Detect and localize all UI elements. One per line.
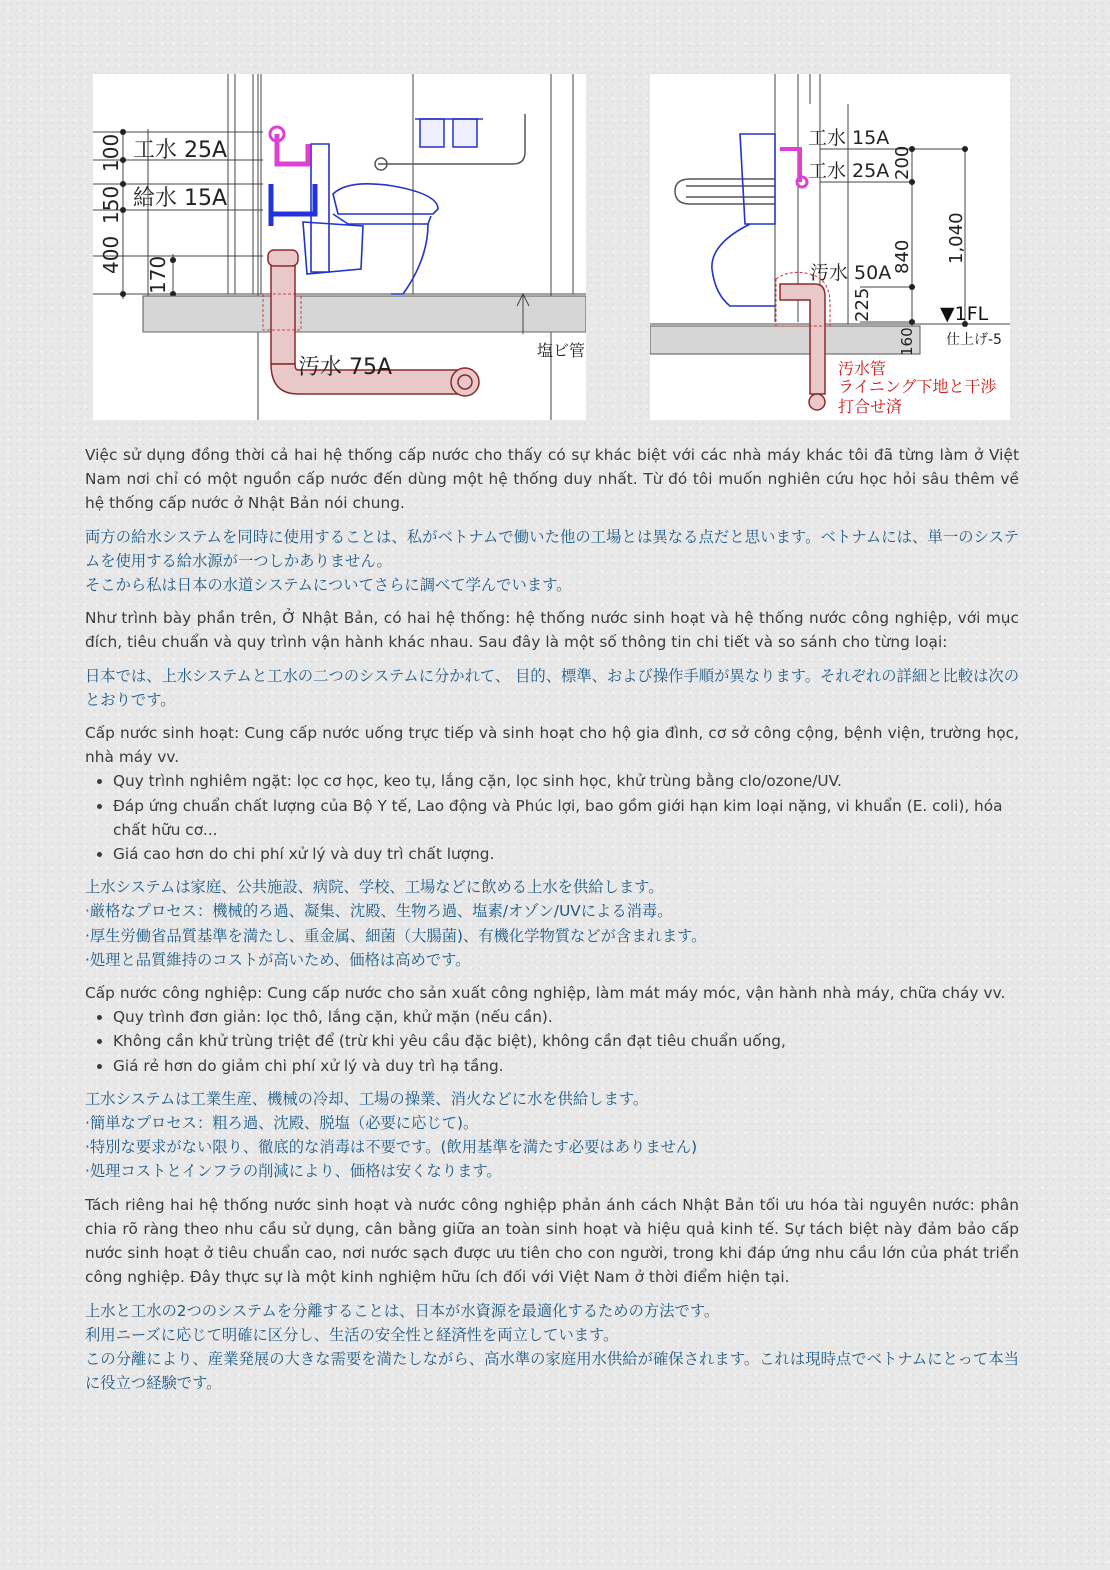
dim-150: 150 xyxy=(99,185,123,224)
dim-170: 170 xyxy=(146,255,170,294)
note-discussed: 打合せ済 xyxy=(838,397,903,416)
list-item: • Giá rẻ hơn do giảm chi phí xử lý và duy trì hạ tầng. xyxy=(113,1054,1019,1078)
jp-domestic-line: ·厚生労働省品質基準を満たし、重金属、細菌（大腸菌)、有機化学物質などが含まれます。 xyxy=(85,926,707,945)
jp-conclusion-line: 上水と工水の2つのシステムを分離することは、日本が水資源を最適化するための方法です。 xyxy=(85,1301,720,1320)
jp-intro-line-2: そこから私は日本の水道システムについてさらに調べて学んでいます。 xyxy=(85,576,572,595)
paragraph-vi-intro: Việc sử dụng đồng thời cả hai hệ thống cấp nước cho thấy có sự khác biệt với các nhà máy khác tôi đã từng làm ở Việt Nam nơi chỉ có một nguồn cấp nước đến dùng một hệ thống duy nhất. Từ đó tôi muốn nghiên cứu học hỏi sâu thêm về hệ thống cấp nước ở Nhật Bản nói chung. xyxy=(85,446,1019,513)
toilet-plumbing-elevation-figure xyxy=(93,74,586,420)
paragraph-vi-domestic-water: Cấp nước sinh hoạt: Cung cấp nước uống trực tiếp và sinh hoạt cho hộ gia đình, cơ sở công cộng, bệnh viện, trường học, nhà máy vv. xyxy=(85,724,1019,767)
jp-industrial-line: ·特別な要求がない限り、徹底的な消毒は不要です。(飲用基準を満たす必要はありません) xyxy=(85,1138,698,1157)
dim-840: 840 xyxy=(892,239,913,274)
jp-domestic-line: 上水システムは家庭、公共施設、病院、学校、工場などに飲める上水を供給します。 xyxy=(85,878,664,897)
list-item: • Quy trình nghiêm ngặt: lọc cơ học, keo tụ, lắng cặn, lọc sinh học, khử trùng bằng clo/ozone/UV. xyxy=(113,769,1019,793)
list-item: • Giá cao hơn do chi phí xử lý và duy trì chất lượng. xyxy=(113,842,1019,866)
list-domestic-water xyxy=(85,769,1019,866)
list-item: • Không cần khử trùng triệt để (trừ khi yêu cầu đặc biệt), không cần đạt tiêu chuẩn uống, xyxy=(113,1029,1019,1053)
jp-conclusion-line: この分離により、産業発展の大きな需要を満たしながら、高水準の家庭用水供給が確保されます。これは現時点でベトナムにとって本当に役立つ経験です。 xyxy=(85,1349,1019,1393)
toilet-plumbing-drawing-left xyxy=(93,74,586,420)
label-floor-level-1fl: ▼1FL xyxy=(940,303,989,325)
label-supply-water-15a: 給水 15A xyxy=(133,186,228,211)
dim-400: 400 xyxy=(99,235,123,274)
jp-conclusion-line: 利用ニーズに応じて明確に区分し、生活の安全性と経済性を両立しています。 xyxy=(85,1325,619,1344)
toilet-plumbing-section-figure xyxy=(650,74,1010,420)
dim-225: 225 xyxy=(852,287,873,322)
label-sewage-75a: 汚水 75A xyxy=(298,355,393,380)
list-item: • Quy trình đơn giản: lọc thô, lắng cặn, khử mặn (nếu cần). xyxy=(113,1005,1019,1029)
label-industrial-water-25a: 工水 25A xyxy=(808,160,890,182)
label-finish-minus-5: 仕上げ-5 xyxy=(946,332,1002,348)
dim-200: 200 xyxy=(892,145,913,180)
article-body xyxy=(85,443,1019,1404)
jp-industrial-line: 工水システムは工業生産、機械の冷却、工場の操業、消火などに水を供給します。 xyxy=(85,1089,649,1108)
list-industrial-water xyxy=(85,1005,1019,1078)
paragraph-jp-industrial-water xyxy=(85,1087,1019,1184)
jp-intro-line-1: 両方の給水システムを同時に使用することは、私がベトナムで働いた他の工場とは異なる点だと思います。ベトナムには、単一のシステムを使用する給水源が一つしかありません。 xyxy=(85,527,1019,570)
paragraph-vi-two-systems: Như trình bày phần trên, Ở Nhật Bản, có hai hệ thống: hệ thống nước sinh hoạt và hệ thống nước công nghiệp, với mục đích, tiêu chuẩn và quy trình vận hành khác nhau. Sau đây là một số thông tin chi tiết và so sánh cho từng loại: xyxy=(85,609,1019,652)
dim-160: 160 xyxy=(898,327,916,356)
label-industrial-water-25a: 工水 25A xyxy=(133,138,228,163)
label-industrial-water-15a: 工水 15A xyxy=(808,127,890,149)
jp-domestic-line: ·厳格なプロセス：機械的ろ過、凝集、沈殿、生物ろ過、塩素/オゾン/UVによる消毒。 xyxy=(85,902,673,921)
label-sewage-50a: 汚水 50A xyxy=(810,262,892,284)
paragraph-vi-industrial-water: Cấp nước công nghiệp: Cung cấp nước cho sản xuất công nghiệp, làm mát máy móc, vận hành nhà máy, chữa cháy vv. xyxy=(85,984,1006,1003)
jp-domestic-line: ·処理と品質維持のコストが高いため、価格は高めです。 xyxy=(85,950,471,969)
paragraph-vi-conclusion: Tách riêng hai hệ thống nước sinh hoạt và nước công nghiệp phản ánh cách Nhật Bản tối ưu hóa tài nguyên nước: phân chia rõ ràng theo nhu cầu sử dụng, cân bằng giữa an toàn sinh hoạt và hiệu quả kinh tế. Sự tách biệt này đảm bảo cấp nước sinh hoạt ở tiêu chuẩn cao, nơi nước sạch được ưu tiên cho con người, trong khi đáp ứng nhu cầu lớn của phát triển công nghiệp. Đây thực sự là một kinh nghiệm hữu ích đối với Việt Nam ở thời điểm hiện tại. xyxy=(85,1195,1019,1287)
note-sewage-pipe: 汚水管 xyxy=(838,359,887,378)
label-pvc-pipe: 塩ビ管 xyxy=(537,341,586,360)
paragraph-jp-intro xyxy=(85,525,1019,598)
list-item: • Đáp ứng chuẩn chất lượng của Bộ Y tế, Lao động và Phúc lợi, bao gồm giới hạn kim loại nặng, vi khuẩn (E. coli), hóa chất hữu cơ... xyxy=(113,794,1019,842)
jp-industrial-line: ·処理コストとインフラの削減により、価格は安くなります。 xyxy=(85,1162,502,1181)
note-lining-interference: ライニング下地と干渉 xyxy=(838,377,997,396)
dim-100: 100 xyxy=(99,133,123,172)
dim-1040: 1,040 xyxy=(946,212,967,264)
toilet-plumbing-drawing-right xyxy=(650,74,1010,420)
paragraph-jp-two-systems: 日本では、上水システムと工水の二つのシステムに分かれて、 目的、標準、および操作手順が異なります。それぞれの詳細と比較は次のとおりです。 xyxy=(85,666,1019,709)
jp-industrial-line: ·簡単なプロセス：粗ろ過、沈殿、脱塩（必要に応じて)。 xyxy=(85,1114,479,1133)
paragraph-jp-conclusion xyxy=(85,1299,1019,1396)
paragraph-jp-domestic-water xyxy=(85,875,1019,972)
